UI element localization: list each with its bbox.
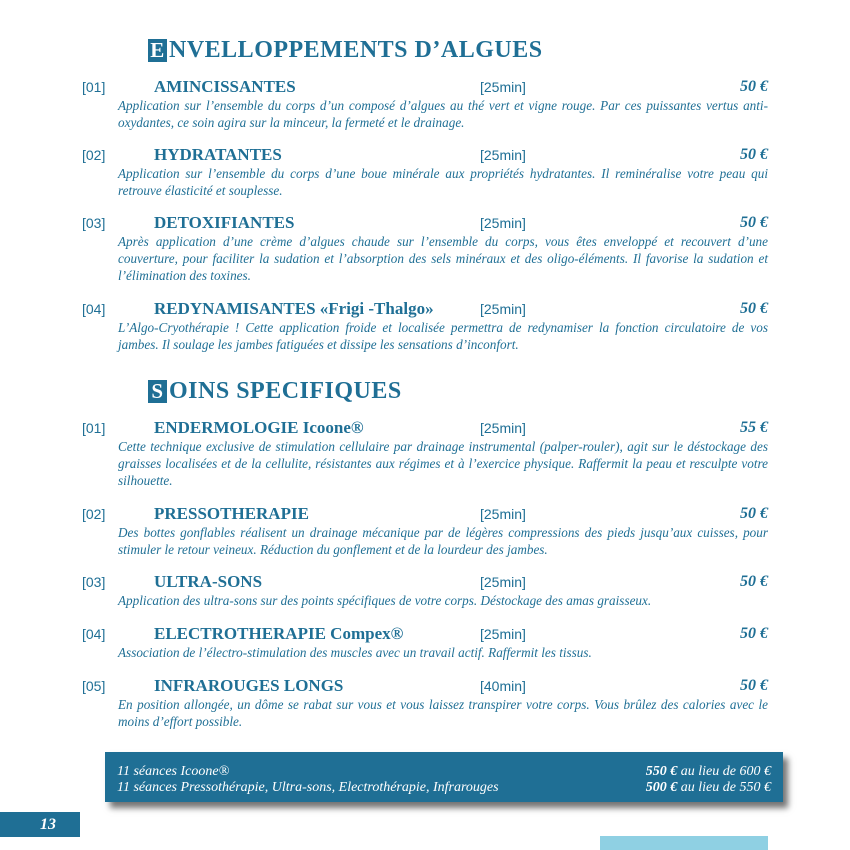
item-price: 50 € <box>740 300 768 317</box>
item-number: [01] <box>82 79 106 95</box>
item-duration: [40min] <box>480 678 526 694</box>
item-duration: [25min] <box>480 506 526 522</box>
item-duration: [25min] <box>480 147 526 163</box>
item-duration: [25min] <box>480 79 526 95</box>
list-item <box>0 420 850 489</box>
list-item <box>0 147 850 199</box>
item-price: 55 € <box>740 419 768 436</box>
section-title-soins <box>148 378 402 405</box>
list-item <box>0 215 850 284</box>
item-description: Application des ultra-sons sur des points spécifiques de votre corps. Déstockage des amas graisseux. <box>118 593 652 608</box>
item-number: [03] <box>82 574 106 590</box>
section-title-enveloppements <box>148 37 543 64</box>
item-name: ELECTROTHERAPIE Compex® <box>154 624 404 643</box>
list-item <box>0 678 850 730</box>
item-number: [02] <box>82 506 106 522</box>
item-number: [03] <box>82 215 106 231</box>
item-number: [04] <box>82 301 106 317</box>
item-duration: [25min] <box>480 301 526 317</box>
item-duration: [25min] <box>480 420 526 436</box>
list-item <box>0 79 850 131</box>
promo-price: 500 € <box>645 780 678 795</box>
item-description: L’Algo-Cryothérapie ! Cette application froide et localisée permettra de redynamiser la fonction circulatoire de vos jambes. Il soulage les jambes fatiguées et dissipe les sensations d’inconfort. <box>118 320 768 352</box>
promo-box <box>105 752 783 802</box>
page-number: 13 <box>0 812 80 837</box>
item-description: Après application d’une crème d’algues chaude sur l’ensemble du corps, vous êtes enveloppé et recouvert d’une couverture, pour faciliter la sudation et l’absorption des sels minéraux et des oligo-éléments. Il favorise la sudation et l’élimination des toxines. <box>118 234 768 283</box>
promo-price: 550 € <box>645 764 678 779</box>
list-item <box>0 574 850 609</box>
item-description: Des bottes gonflables réalisent un drainage mécanique par de légères compressions des pieds jusqu’aux cuisses, pour stimuler le retour veineux. Réduction du gonflement et de la lourdeur des jambes. <box>118 525 768 557</box>
list-item <box>0 626 850 661</box>
section-initial: S <box>148 380 167 403</box>
section-initial: E <box>148 39 167 62</box>
section-title-text: NVELLOPPEMENTS D’ALGUES <box>169 37 543 63</box>
item-price: 50 € <box>740 625 768 642</box>
item-number: [02] <box>82 147 106 163</box>
promo-label: 11 séances Pressothérapie, Ultra-sons, Electrothérapie, Infrarouges <box>117 780 499 795</box>
item-number: [01] <box>82 420 106 436</box>
promo-price-group <box>646 780 771 796</box>
item-name: AMINCISSANTES <box>154 77 296 96</box>
promo-line <box>117 780 771 798</box>
item-name: HYDRATANTES <box>154 145 282 164</box>
item-price: 50 € <box>740 677 768 694</box>
item-description: Application sur l’ensemble du corps d’une boue minérale aux propriétés hydratantes. Il reminéralise votre peau qui retrouve élasticité et souplesse. <box>118 166 768 198</box>
item-price: 50 € <box>740 573 768 590</box>
item-price: 50 € <box>740 505 768 522</box>
promo-note: au lieu de 600 € <box>680 764 771 779</box>
item-price: 50 € <box>740 78 768 95</box>
item-number: [05] <box>82 678 106 694</box>
promo-note: au lieu de 550 € <box>680 780 771 795</box>
item-name: ENDERMOLOGIE Icoone® <box>154 418 364 437</box>
decorative-bar <box>600 836 768 850</box>
list-item <box>0 506 850 558</box>
item-price: 50 € <box>740 214 768 231</box>
item-description: Cette technique exclusive de stimulation cellulaire par drainage instrumental (palper-rouler), agit sur le déstockage des graisses localisées et de la cellulite, résistantes aux régimes et à l’exercice physique. Raffermit la peau et resculpte votre silhouette. <box>118 439 768 488</box>
section-title-text: OINS SPECIFIQUES <box>169 378 402 404</box>
promo-price-group <box>646 764 771 780</box>
item-name: INFRAROUGES LONGS <box>154 676 344 695</box>
item-name: ULTRA-SONS <box>154 572 263 591</box>
item-price: 50 € <box>740 146 768 163</box>
item-name: REDYNAMISANTES «Frigi -Thalgo» <box>154 299 434 318</box>
item-name: DETOXIFIANTES <box>154 213 295 232</box>
item-number: [04] <box>82 626 106 642</box>
item-name: PRESSOTHERAPIE <box>154 504 309 523</box>
item-duration: [25min] <box>480 626 526 642</box>
item-duration: [25min] <box>480 574 526 590</box>
item-description: Association de l’électro-stimulation des muscles avec un travail actif. Raffermit les tissus. <box>118 645 592 660</box>
item-description: En position allongée, un dôme se rabat sur vous et vous laissez transpirer votre corps. Vous brûlez des calories avec le moins d’effort possible. <box>118 697 768 729</box>
list-item <box>0 301 850 353</box>
item-duration: [25min] <box>480 215 526 231</box>
promo-label: 11 séances Icoone® <box>117 764 230 779</box>
item-description: Application sur l’ensemble du corps d’un composé d’algues au thé vert et vigne rouge. Par ces puissantes vertus anti-oxydantes, ce soin agira sur la minceur, la fermeté et le drainage. <box>118 98 768 130</box>
